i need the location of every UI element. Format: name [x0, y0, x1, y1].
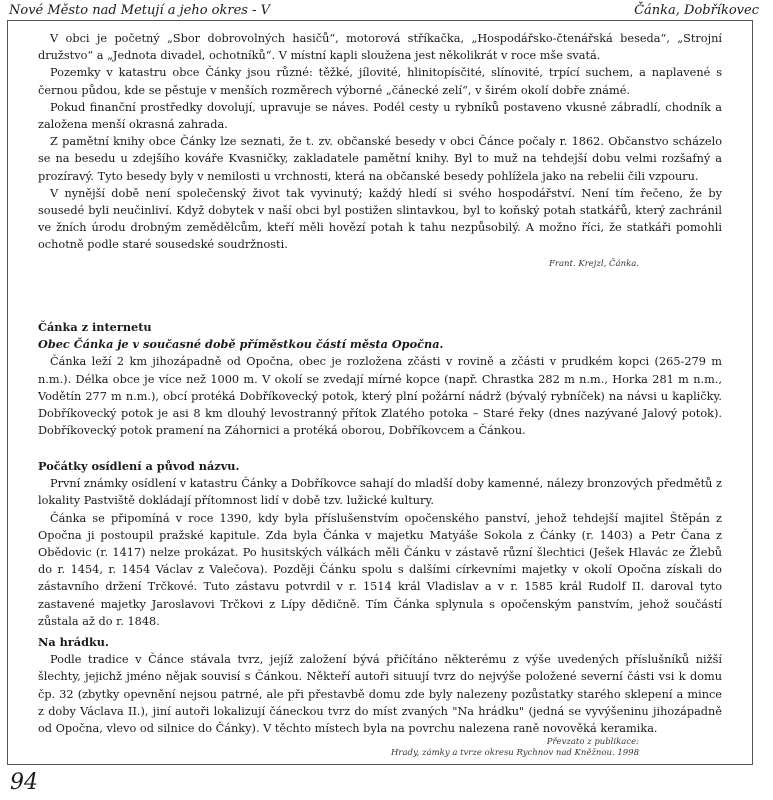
paragraph: Z pamětní knihy obce Čánky lze seznati, že t. zv. občanské besedy v obci Čánce počaly r. 1862. Občanstvo scházelo se na besedu u zdejšího kováře Kvasničky, zakladatele pamětní knihy. Byl to muž na tehdejší dobu velmi rozšafný a prozíravý. Tyto besedy byly v nemilosti u vrchnosti, která na občanské besedy pohlížela jako na rebelii čili vzpouru. [38, 135, 722, 183]
section-internet [38, 319, 722, 439]
running-header-right: Čánka, Dobříkovec [634, 3, 759, 18]
source-credit-line: Hrady, zámky a tvrze okresu Rychnov nad Kněžnou. 1998 [391, 748, 639, 758]
source-credit [391, 737, 639, 759]
paragraph: Podle tradice v Čánce stávala tvrz, jejíž založení bývá přičítáno některému z výše uvedených příslušníků nižší šlechty, jejichž jméno nějak souvisí s Čánkou. Někteří autoři situují tvrz do nejvýše položené severní části vsi k domu čp. 32 (zbytky opevnění nejsou patrné, ale při přestavbě domu zde byly nalezeny pozůstatky starého sklepení a mince z doby Václava II.), jiní autoři lokalizují čáneckou tvrz do míst zvaných "Na hrádku" (jedná se vyvýšeninu jihozápadně od Opočna, vlevo od silnice do Čánky). V těchto místech byla na povrchu nalezena raně novověká keramika. [38, 653, 722, 736]
paragraph: V nynější době není společenský život tak vyvinutý; každý hledí si svého hospodářství. Není tím řečeno, že by sousedé byli neučinliví. Když dobytek v naší obci byl postižen slintavkou, byl to koňský potah statkářů, který zachránil ve žních úrodu drobným zemědělcům, kteří měli hovězí potah k tahu nezpůsobilý. A možno říci, že statkáři pomohli ochotně podle staré sousedské soudržnosti. [38, 186, 722, 252]
section-settlement-origins [38, 458, 722, 630]
section-subtitle: Obec Čánka je v současné době příměstkou částí města Opočna. [38, 337, 444, 352]
section-na-hradku [38, 634, 722, 737]
paragraph: V obci je početný „Sbor dobrovolných hasičů“, motorová stříkačka, „Hospodářsko-čtenářská beseda“, „Strojní družstvo“ a „Jednota divadel, ochotníků“. V místní kapli sloužena jest několikrát v roce mše svatá. [38, 32, 722, 63]
author-credit: Frant. Krejzl, Čánka. [549, 259, 639, 269]
paragraph: Čánka leží 2 km jihozápadně od Opočna, obec je rozložena zčásti v rovině a zčásti v prudkém kopci (265-279 m n.m.). Délka obce je více než 1000 m. V okolí se zvedají mírné kopce (např. Chrastka 282 m n.m., Horka 281 m n.m., Vodětín 277 m n.m.), obcí protéká Dobříkovecký potok, který plní požární nádrž (bývalý rybníček) na návsi u kapličky. Dobříkovecký potok je asi 8 km dlouhý levostranný přítok Zlatého potoka – Staré řeky (dnes nazývané Jalový potok). Dobříkovecký potok pramení na Záhornici a protéká oborou, Dobříkovcem a Čánkou. [38, 355, 722, 438]
paragraph: Pokud finanční prostředky dovolují, upravuje se náves. Podél cesty u rybníků postaveno vkusné zábradlí, chodník a založena menší okrasná zahrada. [38, 100, 722, 132]
paragraph: Pozemky v katastru obce Čánky jsou různé: těžké, jílovité, hlinitopísčité, slínovité, trpící suchem, a naplavené s černou půdou, kde se pěstuje v menších rozměrech výborné „čánecké zelí“, v širém okolí dobře známé. [38, 66, 722, 97]
paragraph: První známky osídlení v katastru Čánky a Dobříkovce sahají do mladší doby kamenné, nálezy bronzových předmětů z lokality Pastviště dokládají přítomnost lidí v době tzv. lužické kultury. [38, 477, 722, 508]
page-number: 94 [10, 770, 38, 795]
section-title: Na hrádku. [38, 635, 109, 649]
source-credit-line: Převzato z publikace: [546, 737, 639, 747]
section-village-life [38, 30, 722, 254]
paragraph: Čánka se připomíná v roce 1390, kdy byla příslušenstvím opočenského panství, jehož tehdejší majitel Štěpán z Opočna ji postoupil pražské kapitule. Zda byla Čánka v majetku Matyáše Sokola z Čánky (r. 1403) a Petr Čana z Obědovic (r. 1417) nelze prokázat. Po husitských válkách měli Čánku v zástavě různí šlechtici (Ješek Hlavác ze Žlebů do r. 1454, r. 1454 Václav z Valečova). Později Čánku spolu s dalšími církevními majetky v okolí Opočna získali do zástavního držení Trčkové. Tuto zástavu potvrdil v r. 1514 král Vladislav a v r. 1585 král Rudolf II. daroval tyto zastavené majetky Jaroslavovi Trčkovi z Lípy dědičně. Tím Čánka splynula s opočenským panstvím, jehož součástí zůstala až do r. 1848. [38, 511, 722, 628]
running-header-left: Nové Město nad Metují a jeho okres - V [9, 3, 270, 18]
section-title: Čánka z internetu [38, 320, 152, 334]
section-title: Počátky osídlení a původ názvu. [38, 459, 240, 473]
